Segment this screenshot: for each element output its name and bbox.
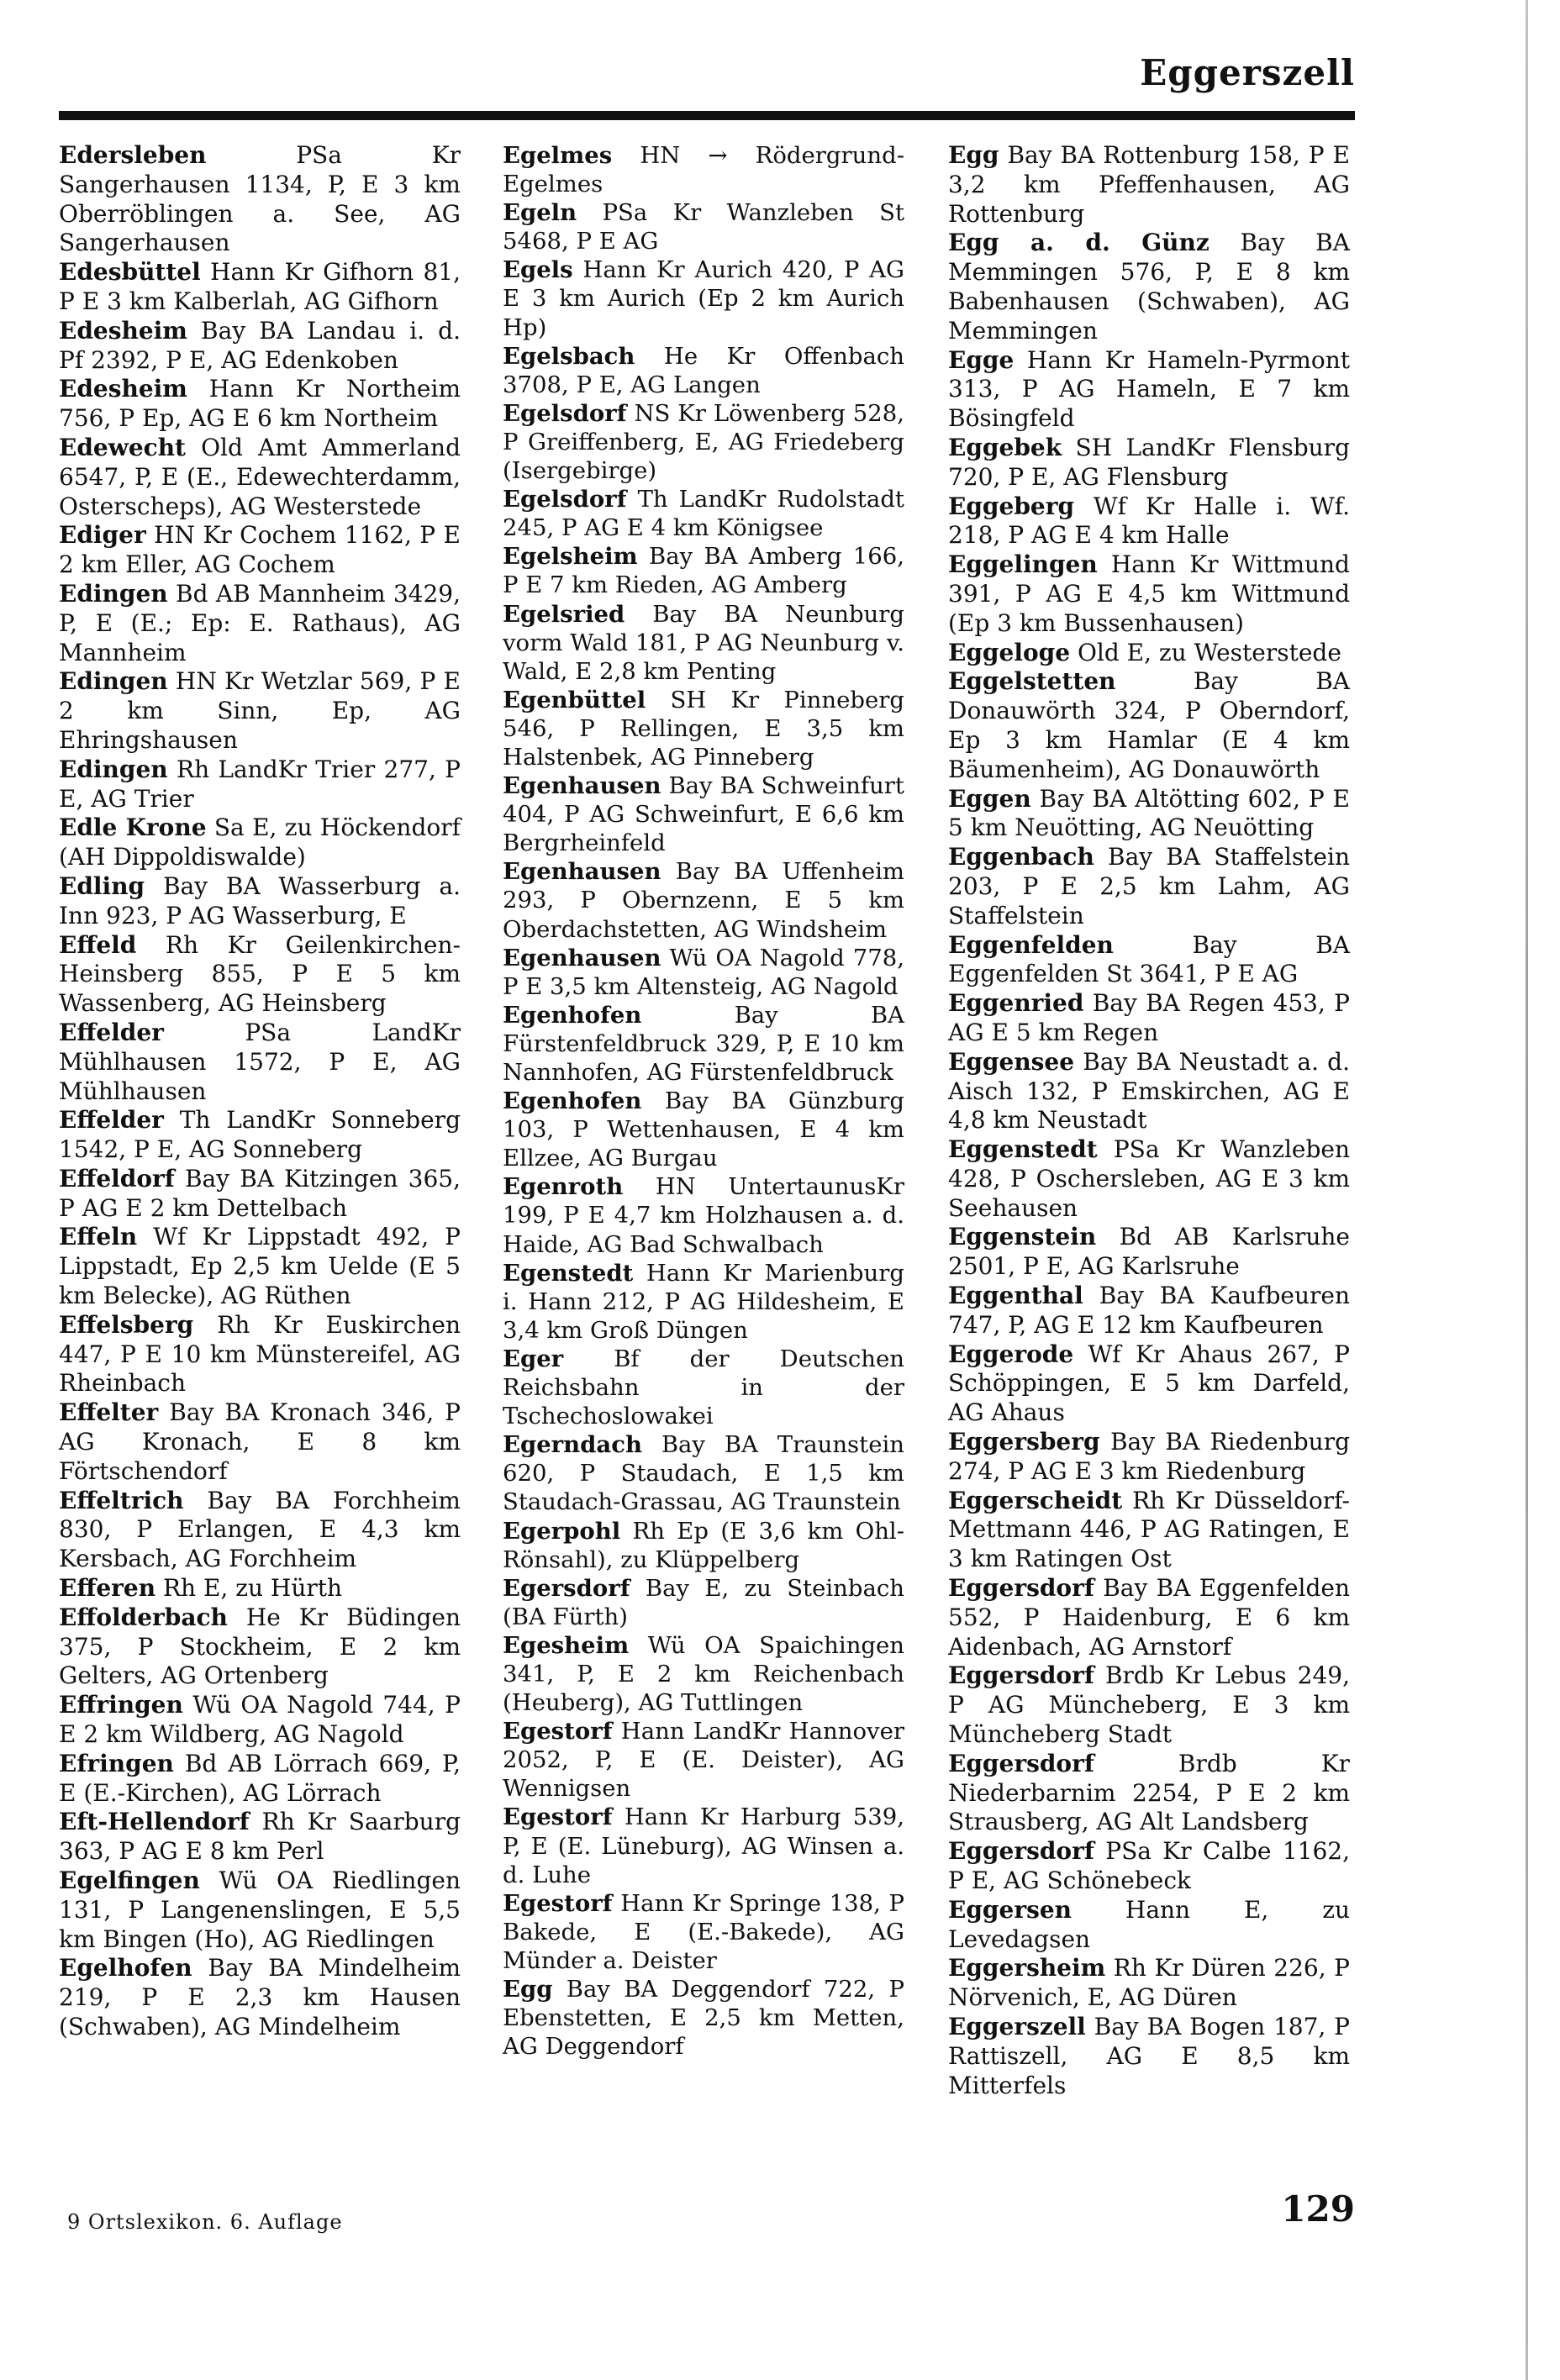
lexicon-entry <box>59 1574 461 1603</box>
lexicon-entry <box>948 1896 1350 1955</box>
entry-text: Bay BA Schweinfurt 404, P AG Schweinfurt, E 6,6 km Bergrheinfeld <box>503 772 904 857</box>
lexicon-entry <box>948 1661 1350 1749</box>
entry-headword: Edingen <box>59 755 168 783</box>
entry-text: Bay BA Neustadt a. d. Aisch 132, P Emskirchen, AG E 4,8 km Neustadt <box>948 1047 1351 1135</box>
lexicon-entry <box>948 1223 1350 1282</box>
entry-headword: Edersleben <box>59 141 207 169</box>
lexicon-entry <box>59 141 461 258</box>
lexicon-entry <box>503 1517 904 1574</box>
footer-signature: 9 Ortslexikon. 6. Auflage <box>67 2210 343 2234</box>
entry-text: Hann Kr Aurich 420, P AG E 3 km Aurich (Ep 2 km Aurich Hp) <box>503 256 904 341</box>
lexicon-entry <box>503 141 904 198</box>
lexicon-entry <box>503 255 904 341</box>
entry-text: Bay BA Uffenheim 293, P Obernzenn, E 5 km Oberdachstetten, AG Windsheim <box>503 858 905 943</box>
entry-headword: Egg <box>503 1976 553 2003</box>
lexicon-entry <box>503 342 904 399</box>
lexicon-entry <box>59 1487 461 1574</box>
entry-text: He Kr Offenbach 3708, P E, AG Langen <box>503 342 905 398</box>
entry-text: Bay BA Memmingen 576, P, E 8 km Babenhausen (Schwaben), AG Memmingen <box>948 229 1350 345</box>
lexicon-entry <box>59 872 461 931</box>
lexicon-entry <box>948 1428 1350 1487</box>
entry-text: Brdb Kr Niederbarnim 2254, P E 2 km Strausberg, AG Alt Landsberg <box>948 1749 1350 1836</box>
entry-text: Hann E, zu Levedagsen <box>948 1895 1350 1953</box>
page-edge <box>1526 0 1528 2380</box>
entry-text: Bay BA Landau i. d. Pf 2392, P E, AG Edenkoben <box>59 316 461 374</box>
entry-headword: Edesbüttel <box>59 258 201 287</box>
entry-text: Bay BA Mindelheim 219, P E 2,3 km Hausen (Schwaben), AG Mindelheim <box>59 1954 461 2040</box>
entry-text: Bay BA Amberg 166, P E 7 km Rieden, AG Amberg <box>503 543 904 599</box>
lexicon-entry <box>948 843 1350 930</box>
lexicon-entry <box>948 1750 1350 1837</box>
lexicon-entry <box>59 931 461 1019</box>
entry-text: Old E, zu Westerstede <box>1077 638 1341 666</box>
entry-text: Bay BA Wasserburg a. Inn 923, P AG Wasserburg, E <box>59 871 461 929</box>
entry-text: Rh Kr Düren 226, P Nörvenich, E, AG Düren <box>948 1954 1350 2012</box>
lexicon-entry <box>59 1019 461 1106</box>
entry-headword: Efringen <box>59 1749 174 1777</box>
entry-headword: Effelder <box>59 1018 164 1046</box>
entry-headword: Eggebek <box>948 433 1062 461</box>
entry-headword: Effelsberg <box>59 1310 194 1339</box>
entry-headword: Ediger <box>59 521 146 550</box>
lexicon-entry <box>59 1106 461 1165</box>
lexicon-entry <box>59 1691 461 1750</box>
entry-text: HN UntertaunusKr 199, P E 4,7 km Holzhausen a. d. Haide, AG Bad Schwalbach <box>503 1173 904 1258</box>
entry-headword: Edewecht <box>59 433 186 461</box>
lexicon-entry <box>59 814 461 872</box>
entry-headword: Edling <box>59 871 145 900</box>
entry-headword: Egestorf <box>503 1803 613 1831</box>
entry-text: Th LandKr Sonneberg 1542, P E, AG Sonneberg <box>59 1106 461 1164</box>
lexicon-entry <box>503 1345 904 1430</box>
lexicon-entry <box>948 639 1350 668</box>
lexicon-entry <box>59 521 461 580</box>
entry-headword: Egelsdorf <box>503 399 627 427</box>
entry-headword: Egelhofen <box>59 1954 192 1982</box>
entry-text: Hann LandKr Hannover 2052, P, E (E. Deister), AG Wennigsen <box>503 1718 904 1803</box>
lexicon-entry <box>948 989 1350 1048</box>
lexicon-entry <box>503 1889 904 1975</box>
entry-headword: Eggenried <box>948 989 1084 1018</box>
lexicon-entry <box>948 1048 1350 1135</box>
entry-text: Wü OA Spaichingen 341, P, E 2 km Reichenbach (Heuberg), AG Tuttlingen <box>503 1631 904 1717</box>
lexicon-entry <box>59 258 461 317</box>
entry-headword: Eggenstedt <box>948 1135 1098 1164</box>
lexicon-entry <box>503 857 904 943</box>
entry-headword: Egge <box>948 345 1015 374</box>
lexicon-entry <box>59 1954 461 2041</box>
lexicon-entry <box>503 944 904 1001</box>
lexicon-entry <box>503 600 904 686</box>
entry-text: Wü OA Riedlingen 131, P Langenenslingen, E 5,5 km Bingen (Ho), AG Riedlingen <box>59 1867 461 1953</box>
lexicon-entry <box>59 1750 461 1809</box>
lexicon-entry <box>503 1001 904 1087</box>
entry-headword: Eggeloge <box>948 638 1071 666</box>
entry-text: Th LandKr Rudolstadt 245, P AG E 4 km Königsee <box>503 486 904 542</box>
entry-text: Bay BA Bogen 187, P Rattiszell, AG E 8,5 km Mitterfels <box>948 2013 1350 2099</box>
lexicon-entry <box>948 434 1350 492</box>
entry-headword: Egelsbach <box>503 342 635 370</box>
entry-headword: Egels <box>503 256 573 284</box>
entry-headword: Effeld <box>59 930 137 959</box>
entry-headword: Effeldorf <box>59 1164 175 1193</box>
entry-text: PSa Kr Calbe 1162, P E, AG Schönebeck <box>948 1837 1350 1895</box>
entry-headword: Egelfingen <box>59 1867 200 1895</box>
entry-headword: Eggersberg <box>948 1428 1100 1456</box>
entry-headword: Eggersdorf <box>948 1661 1094 1690</box>
entry-headword: Eggeberg <box>948 492 1075 520</box>
lexicon-entry <box>59 756 461 814</box>
entry-headword: Egg <box>948 141 999 169</box>
entry-text: Bay BA Kitzingen 365, P AG E 2 km Dettelbach <box>59 1164 461 1222</box>
lexicon-entry <box>948 1282 1350 1340</box>
entry-headword: Egestorf <box>503 1718 613 1746</box>
entry-headword: Eggenfelden <box>948 930 1114 959</box>
entry-text: PSa LandKr Mühlhausen 1572, P E, AG Mühlhausen <box>59 1018 461 1105</box>
entry-headword: Eggersen <box>948 1895 1072 1924</box>
lexicon-entry <box>503 399 904 485</box>
entry-text: Bf der Deutschen Reichsbahn in der Tschechoslowakei <box>503 1345 904 1430</box>
lexicon-entry <box>503 686 904 771</box>
entry-text: Bay BA Donauwörth 324, P Oberndorf, Ep 3 km Hamlar (E 4 km Bäumenheim), AG Donauwörth <box>948 667 1350 783</box>
entry-headword: Eger <box>503 1345 564 1372</box>
entry-text: Rh E, zu Hürth <box>162 1574 343 1603</box>
lexicon-entry <box>503 1087 904 1172</box>
entry-headword: Eggenstein <box>948 1223 1097 1251</box>
entry-text: Wf Kr Ahaus 267, P Schöppingen, E 5 km Darfeld, AG Ahaus <box>948 1340 1350 1427</box>
lexicon-entry <box>503 485 904 542</box>
lexicon-entry <box>948 931 1350 990</box>
entry-text: Hann Kr Marienburg i. Hann 212, P AG Hildesheim, E 3,4 km Groß Düngen <box>503 1259 904 1344</box>
lexicon-entry <box>948 229 1350 345</box>
lexicon-entry <box>948 1954 1350 2013</box>
entry-headword: Edesheim <box>59 375 187 403</box>
running-header: Eggerszell <box>1140 52 1355 93</box>
entry-headword: Efferen <box>59 1574 156 1603</box>
entry-text: Bd AB Karlsruhe 2501, P E, AG Karlsruhe <box>948 1223 1350 1281</box>
entry-headword: Eggelstetten <box>948 667 1116 696</box>
lexicon-entry <box>59 1223 461 1310</box>
entry-headword: Egersdorf <box>503 1574 630 1602</box>
lexicon-entry <box>948 1837 1350 1896</box>
entry-headword: Eggersheim <box>948 1954 1106 1982</box>
entry-text: Rh Kr Düsseldorf-Mettmann 446, P AG Ratingen, E 3 km Ratingen Ost <box>948 1486 1350 1573</box>
entry-text: Bay BA Eggenfelden St 3641, P E AG <box>948 930 1350 988</box>
lexicon-entry <box>948 1487 1350 1574</box>
entry-headword: Egelsheim <box>503 543 638 571</box>
entry-headword: Effeltrich <box>59 1486 184 1514</box>
lexicon-entry <box>503 1430 904 1516</box>
column-1 <box>59 141 461 2042</box>
entry-text: Bay BA Kaufbeuren 747, P, AG E 12 km Kaufbeuren <box>948 1282 1350 1339</box>
entry-text: Rh LandKr Trier 277, P E, AG Trier <box>59 755 461 813</box>
entry-text: Hann Kr Harburg 539, P, E (E. Lüneburg), AG Winsen a. d. Luhe <box>503 1803 904 1888</box>
header-rule <box>59 111 1355 120</box>
entry-text: Bay BA Forchheim 830, P Erlangen, E 4,3 km Kersbach, AG Forchheim <box>59 1486 461 1573</box>
entry-headword: Egenhofen <box>503 1001 642 1029</box>
lexicon-entry <box>948 1574 1350 1661</box>
entry-text: Rh Ep (E 3,6 km Ohl-Rönsahl), zu Klüppelberg <box>503 1517 904 1573</box>
entry-headword: Eggerszell <box>948 2013 1086 2040</box>
lexicon-entry <box>948 550 1350 638</box>
entry-text: Wf Kr Lippstadt 492, P Lippstadt, Ep 2,5 km Uelde (E 5 km Belecke), AG Rüthen <box>59 1223 461 1310</box>
entry-headword: Edingen <box>59 579 168 608</box>
lexicon-entry <box>59 434 461 521</box>
entry-text: Wü OA Nagold 744, P E 2 km Wildberg, AG Nagold <box>59 1691 461 1749</box>
entry-headword: Effeln <box>59 1223 138 1251</box>
entry-headword: Egenhofen <box>503 1087 642 1115</box>
entry-headword: Eggersdorf <box>948 1749 1094 1777</box>
entry-headword: Eggerode <box>948 1340 1074 1368</box>
lexicon-entry <box>948 492 1350 551</box>
lexicon-entry <box>59 667 461 755</box>
lexicon-entry <box>59 317 461 376</box>
lexicon-entry <box>503 1975 904 2061</box>
lexicon-entry <box>948 2013 1350 2100</box>
entry-headword: Egenhausen <box>503 944 661 971</box>
entry-headword: Edle Krone <box>59 814 207 842</box>
entry-headword: Eggerscheidt <box>948 1486 1123 1514</box>
entry-headword: Egestorf <box>503 1889 613 1917</box>
lexicon-entry <box>59 580 461 667</box>
entry-headword: Egelsried <box>503 600 625 628</box>
entry-headword: Egenhausen <box>503 772 661 800</box>
entry-headword: Egenhausen <box>503 858 661 886</box>
lexicon-entry <box>503 1803 904 1888</box>
entry-text: Bay BA Fürstenfeldbruck 329, P, E 10 km Nannhofen, AG Fürstenfeldbruck <box>503 1001 904 1086</box>
lexicon-entry <box>503 1631 904 1717</box>
entry-text: Hann Kr Gifhorn 81, P E 3 km Kalberlah, AG Gifhorn <box>59 258 461 315</box>
entry-headword: Egelsdorf <box>503 486 627 513</box>
entry-text: Bay BA Traunstein 620, P Staudach, E 1,5 km Staudach-Grassau, AG Traunstein <box>503 1431 904 1516</box>
entry-headword: Edesheim <box>59 316 187 345</box>
entry-text: Brdb Kr Lebus 249, P AG Müncheberg, E 3 km Müncheberg Stadt <box>948 1661 1350 1749</box>
entry-text: SH Kr Pinneberg 546, P Rellingen, E 3,5 km Halstenbek, AG Pinneberg <box>503 686 904 771</box>
lexicon-entry <box>503 542 904 599</box>
lexicon-entry <box>503 1259 904 1345</box>
lexicon-entry <box>59 1311 461 1398</box>
lexicon-entry <box>948 1135 1350 1223</box>
entry-text: PSa Kr Wanzleben 428, P Oschersleben, AG E 3 km Seehausen <box>948 1135 1350 1222</box>
lexicon-entry <box>503 1717 904 1803</box>
entry-text: HN Kr Cochem 1162, P E 2 km Eller, AG Cochem <box>59 521 461 579</box>
entry-headword: Egerpohl <box>503 1517 621 1545</box>
lexicon-entry <box>59 1165 461 1224</box>
entry-text: He Kr Büdingen 375, P Stockheim, E 2 km Gelters, AG Ortenberg <box>59 1603 461 1690</box>
entry-text: Bay BA Kronach 346, P AG Kronach, E 8 km Förtschendorf <box>59 1398 461 1485</box>
entry-headword: Effolderbach <box>59 1603 228 1631</box>
entry-headword: Egenstedt <box>503 1259 634 1287</box>
entry-text: Rh Kr Saarburg 363, P AG E 8 km Perl <box>59 1808 461 1866</box>
entry-headword: Egesheim <box>503 1631 630 1659</box>
lexicon-entry <box>503 1172 904 1258</box>
entry-headword: Egg a. d. Günz <box>948 229 1210 257</box>
page-number: 129 <box>1281 2188 1355 2230</box>
entry-text: Old Amt Ammerland 6547, P, E (E., Edewechterdamm, Osterscheps), AG Westerstede <box>59 433 461 520</box>
entry-headword: Edingen <box>59 667 168 696</box>
entry-text: PSa Kr Wanzleben St 5468, P E AG <box>503 199 904 255</box>
entry-text: Bay BA Rottenburg 158, P E 3,2 km Pfeffenhausen, AG Rottenburg <box>948 141 1350 228</box>
entry-text: Bay BA Eggenfelden 552, P Haidenburg, E 6 km Aidenbach, AG Arnstorf <box>948 1574 1350 1661</box>
entry-text: Bd AB Lörrach 669, P, E (E.-Kirchen), AG Lörrach <box>59 1749 461 1807</box>
entry-headword: Eggen <box>948 784 1031 813</box>
entry-headword: Eggensee <box>948 1047 1075 1076</box>
entry-text: Hann Kr Hameln-Pyrmont 313, P AG Hameln, E 7 km Bösingfeld <box>948 345 1350 433</box>
entry-headword: Egelmes <box>503 142 613 169</box>
lexicon-entry <box>59 375 461 434</box>
lexicon-entry <box>948 346 1350 434</box>
entry-headword: Egenbüttel <box>503 686 646 713</box>
entry-text: Hann Kr Northeim 756, P Ep, AG E 6 km Northeim <box>59 375 461 433</box>
entry-text: Bay BA Deggendorf 722, P Ebenstetten, E 2,5 km Metten, AG Deggendorf <box>503 1976 904 2061</box>
entry-text: Rh Kr Euskirchen 447, P E 10 km Münstereifel, AG Rheinbach <box>59 1310 461 1398</box>
entry-text: Wf Kr Halle i. Wf. 218, P AG E 4 km Halle <box>948 492 1350 550</box>
entry-text: Bay BA Günzburg 103, P Wettenhausen, E 4 km Ellzee, AG Burgau <box>503 1087 904 1172</box>
lexicon-entry <box>948 141 1350 229</box>
entry-text: Bay BA Staffelstein 203, P E 2,5 km Lahm, AG Staffelstein <box>948 843 1350 929</box>
lexicon-entry <box>503 198 904 255</box>
column-3 <box>948 141 1350 2100</box>
entry-text: Bay BA Riedenburg 274, P AG E 3 km Riedenburg <box>948 1428 1350 1485</box>
entry-text: Hann Kr Wittmund 391, P AG E 4,5 km Wittmund (Ep 3 km Bussenhausen) <box>948 550 1350 637</box>
entry-headword: Eggelingen <box>948 550 1098 579</box>
entry-text: Bay E, zu Steinbach (BA Fürth) <box>503 1574 904 1630</box>
entry-text: Bay BA Regen 453, P AG E 5 km Regen <box>948 989 1350 1046</box>
entry-headword: Egenroth <box>503 1173 624 1201</box>
entry-headword: Egerndach <box>503 1431 642 1459</box>
entry-headword: Effelter <box>59 1398 159 1427</box>
entry-headword: Eggenbach <box>948 843 1094 871</box>
lexicon-entry <box>59 1808 461 1867</box>
entry-text: PSa Kr Sangerhausen 1134, P, E 3 km Oberröblingen a. See, AG Sangerhausen <box>59 141 461 257</box>
entry-headword: Eggenthal <box>948 1282 1083 1310</box>
entry-text: Bay BA Altötting 602, P E 5 km Neuötting, AG Neuötting <box>948 784 1350 842</box>
lexicon-entry <box>503 771 904 857</box>
entry-text: Sa E, zu Höckendorf (AH Dippoldiswalde) <box>59 814 461 871</box>
entry-headword: Eggersdorf <box>948 1837 1094 1866</box>
lexicon-entry <box>948 667 1350 784</box>
entry-text: Bay BA Neunburg vorm Wald 181, P AG Neunburg v. Wald, E 2,8 km Penting <box>503 600 905 685</box>
entry-text: HN Kr Wetzlar 569, P E 2 km Sinn, Ep, AG Ehringshausen <box>59 667 461 754</box>
lexicon-entry <box>59 1867 461 1954</box>
entry-headword: Eft-Hellendorf <box>59 1808 250 1836</box>
column-2 <box>503 141 904 2061</box>
entry-text: Rh Kr Geilenkirchen-Heinsberg 855, P E 5 km Wassenberg, AG Heinsberg <box>59 930 461 1018</box>
entry-headword: Effelder <box>59 1106 164 1135</box>
entry-headword: Egeln <box>503 199 577 227</box>
entry-text: SH LandKr Flensburg 720, P E, AG Flensburg <box>948 433 1350 491</box>
entry-text: Wü OA Nagold 778, P E 3,5 km Altensteig, AG Nagold <box>503 944 904 1000</box>
lexicon-entry <box>948 785 1350 844</box>
entry-text: NS Kr Löwenberg 528, P Greiffenberg, E, AG Friedeberg (Isergebirge) <box>503 399 904 485</box>
entry-headword: Eggersdorf <box>948 1574 1094 1603</box>
entry-text: Bd AB Mannheim 3429, P, E (E.; Ep: E. Rathaus), AG Mannheim <box>59 579 461 666</box>
entry-text: HN → Rödergrund-Egelmes <box>503 142 904 198</box>
lexicon-entry <box>503 1574 904 1631</box>
entry-headword: Effringen <box>59 1691 183 1719</box>
entry-text: Hann Kr Springe 138, P Bakede, E (E.-Bakede), AG Münder a. Deister <box>503 1889 904 1974</box>
lexicon-entry <box>948 1340 1350 1428</box>
lexicon-entry <box>59 1603 461 1691</box>
lexicon-entry <box>59 1398 461 1486</box>
